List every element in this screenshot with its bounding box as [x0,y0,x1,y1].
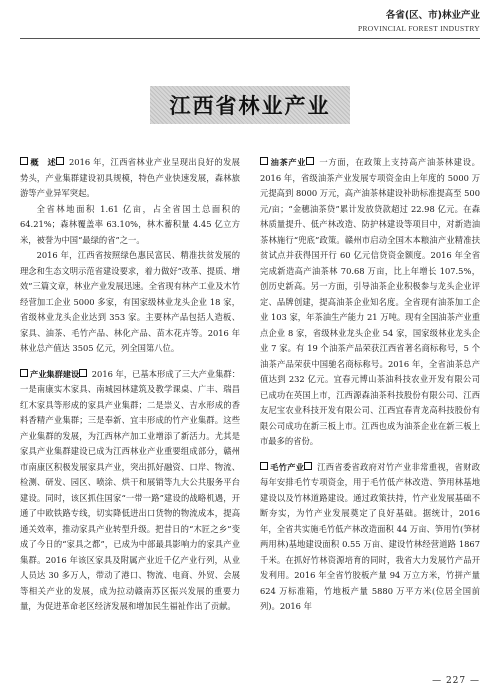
overview-paragraph-3: 2016 年，江西省按照绿色惠民富民、精准扶贫发展的理念和生态文明示范省建设要求，着力做好“改革、提质、增效”三篇文章，林业产业发展迅速。全省现有林产工业及木竹经营加工企业 5000 多家，有国家级林业龙头企业 18 家，省级林业龙头企业达到 353 家。主要林产品包括人造板、家具、油茶、毛竹产品、林化产品、苗木花卉等。2016 年林业总产值达 3505 亿元，列全国第八位。 [20,250,240,353]
section-marker-icon [260,157,268,165]
bamboo-paragraph [260,460,480,615]
overview-text: 2016 年，江西省林业产业呈现出良好的发展势头，产业集群建设初具规模，特色产业快速发展，森林旅游等产业异军突起。 [20,157,240,198]
title-band [150,86,350,124]
section-marker-icon [20,157,28,165]
overview-tag-label: 概 述 [30,157,57,167]
cluster-tag [20,369,89,379]
section-marker-icon [79,369,87,377]
header-rule [20,38,480,39]
bamboo-tag [260,462,314,472]
page-title: 江西省林业产业 [169,94,331,118]
section-marker-icon [260,462,268,470]
left-column [20,155,240,615]
oil-tea-paragraph [260,155,480,450]
oil-tea-tag-label: 油茶产业 [270,157,307,167]
overview-paragraph [20,155,240,202]
oil-tea-tag [260,157,316,167]
cluster-tag-label: 产业集群建设 [30,368,80,379]
right-column [260,155,480,615]
page-number: — 227 — [432,676,480,686]
running-header-cn: 各省(区、市)林业产业 [385,10,480,21]
section-marker-icon [20,369,28,377]
section-marker-icon [304,462,312,470]
bamboo-text: 江西省委省政府对竹产业非常重视，省财政每年安排毛竹专项资金，用于毛竹低产林改造、笋用林基地建设以及竹林道路建设。通过政策扶持，竹产业发展基础不断夯实，为竹产业发展奠定了良好基础。据统计，2016 年，全省共实施毛竹低产林改造面积 44 万亩、笋用竹(笋材两用林)基地建设面积 0.55 万亩、建设竹林经营道路 1867 千米。在抓好竹林资源培育的同时，我省大力发展竹产品开发利用。2016 年全省竹胶板产量 94 万立方米，竹拼产量 624 万标准箱，竹地板产量 5880 万平方米(位居全国前列)。2016 年 [260,461,480,611]
section-marker-icon [56,157,64,165]
oil-tea-text: 一方面，在政策上支持高产油茶林建设。2016 年，省级油茶产业发展专项资金由上年度的 5000 万元提高到 8000 万元，高产油茶林建设补助标准提高至 500 元/亩；“金穗油茶贷”累计发放贷款超过 22.98 亿元。在森林质量提升、低产林改造、防护林建设等项目中，对新造油茶林施行“兜底”政策。赣州市启动全国木本粮油产业精准扶贫试点并获得国开行 60 亿元信贷资金额度。2016 年全省完成新造高产油茶林 70.68 万亩，比上年增长 107.5%，创历史新高。另一方面，引导油茶企业积极参与龙头企业评定、品牌创建，提高油茶企业知名度。全省现有油茶加工企业 103 家，年茶油生产能力 21 万吨。现有全国油茶产业重点企业 8 家，省级林业龙头企业 54 家，国家级林业龙头企业 7 家。有 19 个油茶产品荣获江西省著名商标称号，5 个油茶产品荣获中国驰名商标称号。2016 年，全省油茶总产值达到 232 亿元。宜春元博山茶油科技农业开发有限公司已成功在英国上市，江西源森油茶科技股份有限公司、江西友尼宝农业科技开发有限公司、江西宜春青龙高科技股份有限公司成功在新三板上市。江西也成为油茶企业在新三板上市最多的省份。 [260,157,480,446]
section-marker-icon [306,157,314,165]
running-header-en: PROVINCIAL FOREST INDUSTRY [358,24,480,33]
overview-paragraph-2: 全省林地面积 1.61 亿亩，占全省国土总面积的 64.21%；森林覆盖率 63.10%，林木蓄积量 4.45 亿立方米，被誉为中国“最绿的省”之一。 [20,203,240,245]
overview-tag [20,157,66,167]
cluster-text: 2016 年，已基本形成了三大产业集群：一是南康实木家具、南城园林建筑及教学课桌、广丰、瑞昌红木家具等形成的家具产业集群；二是崇义、吉水形成的香料香精产业集群；三是奉新、宜丰形成的竹产业集群。这些产业集群的发展，为江西林产加工业增添了新活力。尤其是家具产业集群建设已成为江西林业产业重要组成部分，赣州市南康区积极发展家具产业，突出抓好融资、口岸、物流、检测、研发、园区、喷涂、烘干和展销等九大公共服务平台建设。同时，该区抓住国家“一带一路”建设的战略机遇，开通了中欧铁路专线，切实降低进出口货物的物流成本，提高通关效率，推动家具产业转型升级。把昔日的“木匠之乡”变成了今日的“家具之都”，已成为中部最具影响力的家具产业集群。2016 年该区家具及附属产业近千亿产业行列，从业人员达 30 多万人，带动了港口、物流、电商、外贸、会展等相关产业的发展，成为拉动赣南苏区振兴发展的重要力量，为促进革命老区经济发展和增加民生福祉作出了贡献。 [20,368,240,611]
cluster-paragraph [20,367,240,615]
bamboo-tag-label: 毛竹产业 [270,461,305,472]
